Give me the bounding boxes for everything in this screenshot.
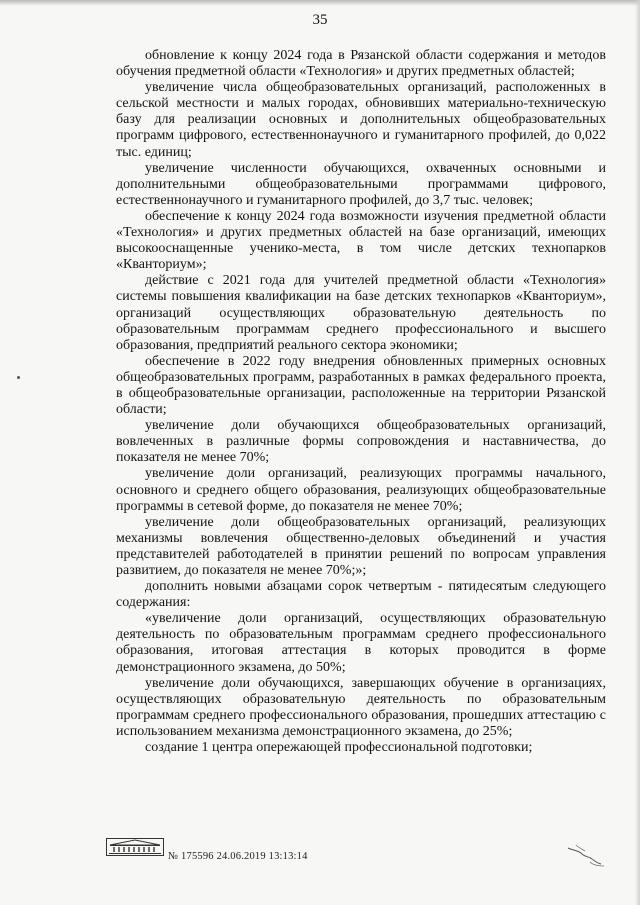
paragraph: обновление к концу 2024 года в Рязанской области содержания и методов обучения предметной области «Технология» и других предметных областей; bbox=[116, 48, 606, 80]
building-stamp-icon bbox=[106, 838, 164, 856]
paragraph: «увеличение доли организаций, осуществляющих образовательную деятельность по образовательным программам среднего профессионального образования, итоговая аттестация в которых проводится в форме демонстрационного экзамена, до 50%; bbox=[116, 611, 606, 675]
document-body bbox=[116, 48, 606, 756]
paragraph: действие с 2021 года для учителей предметной области «Технология» системы повышения квалификации на базе детских технопарков «Кванториум», организаций осуществляющих образовательную деятельность по образовательным программам среднего профессионального и высшего образования, предприятий реального сектора экономики; bbox=[116, 273, 606, 353]
paragraph: обеспечение к концу 2024 года возможности изучения предметной области «Технология» и других предметных областей на базе организаций, имеющих высокооснащенные ученико-места, в том числе детских технопарков «Кванториум»; bbox=[116, 208, 606, 273]
signature-scribble-icon bbox=[566, 842, 606, 868]
margin-mark bbox=[17, 376, 20, 379]
paragraph: увеличение числа общеобразовательных организаций, расположенных в сельской местности и малых городах, обновивших материально-техническую базу для реализации основных и дополнительных общеобразовательных программ цифрового, естественнонаучного и гуманитарного профилей, до 0,022 тыс. единиц; bbox=[116, 80, 606, 160]
paragraph: увеличение доли общеобразовательных организаций, реализующих механизмы вовлечения общественно-деловых объединений и участия представителей работодателей в принятии решений по вопросам управления развитием, до показателя не менее 70%;»; bbox=[116, 514, 606, 578]
paragraph: дополнить новыми абзацами сорок четвертым - пятидесятым следующего содержания: bbox=[116, 579, 606, 611]
scan-top-edge bbox=[0, 0, 640, 6]
paragraph: увеличение численности обучающихся, охваченных основными и дополнительными общеобразовательными программами цифрового, естественнонаучного и гуманитарного профилей, до 3,7 тыс. человек; bbox=[116, 160, 606, 208]
paragraph: обеспечение в 2022 году внедрения обновленных примерных основных общеобразовательных программ, разработанных в рамках федерального проекта, в общеобразовательные организации, расположенные на территории Рязанской области; bbox=[116, 353, 606, 418]
scan-right-edge bbox=[635, 0, 640, 905]
paragraph: увеличение доли обучающихся общеобразовательных организаций, вовлеченных в различные формы сопровождения и наставничества, до показателя не менее 70%; bbox=[116, 418, 606, 466]
paragraph: увеличение доли организаций, реализующих программы начального, основного и среднего общего образования, реализующих общеобразовательные программы в сетевой форме, до показателя не менее 70%; bbox=[116, 466, 606, 514]
paragraph: увеличение доли обучающихся, завершающих обучение в организациях, осуществляющих образовательную деятельность по образовательным программам среднего профессионального образования, прошедших аттестацию с использованием механизма демонстрационного экзамена, до 25%; bbox=[116, 675, 606, 739]
page-number: 35 bbox=[312, 12, 328, 28]
document-registration-number: № 175596 24.06.2019 13:13:14 bbox=[168, 851, 308, 862]
paragraph: создание 1 центра опережающей профессиональной подготовки; bbox=[145, 740, 533, 756]
